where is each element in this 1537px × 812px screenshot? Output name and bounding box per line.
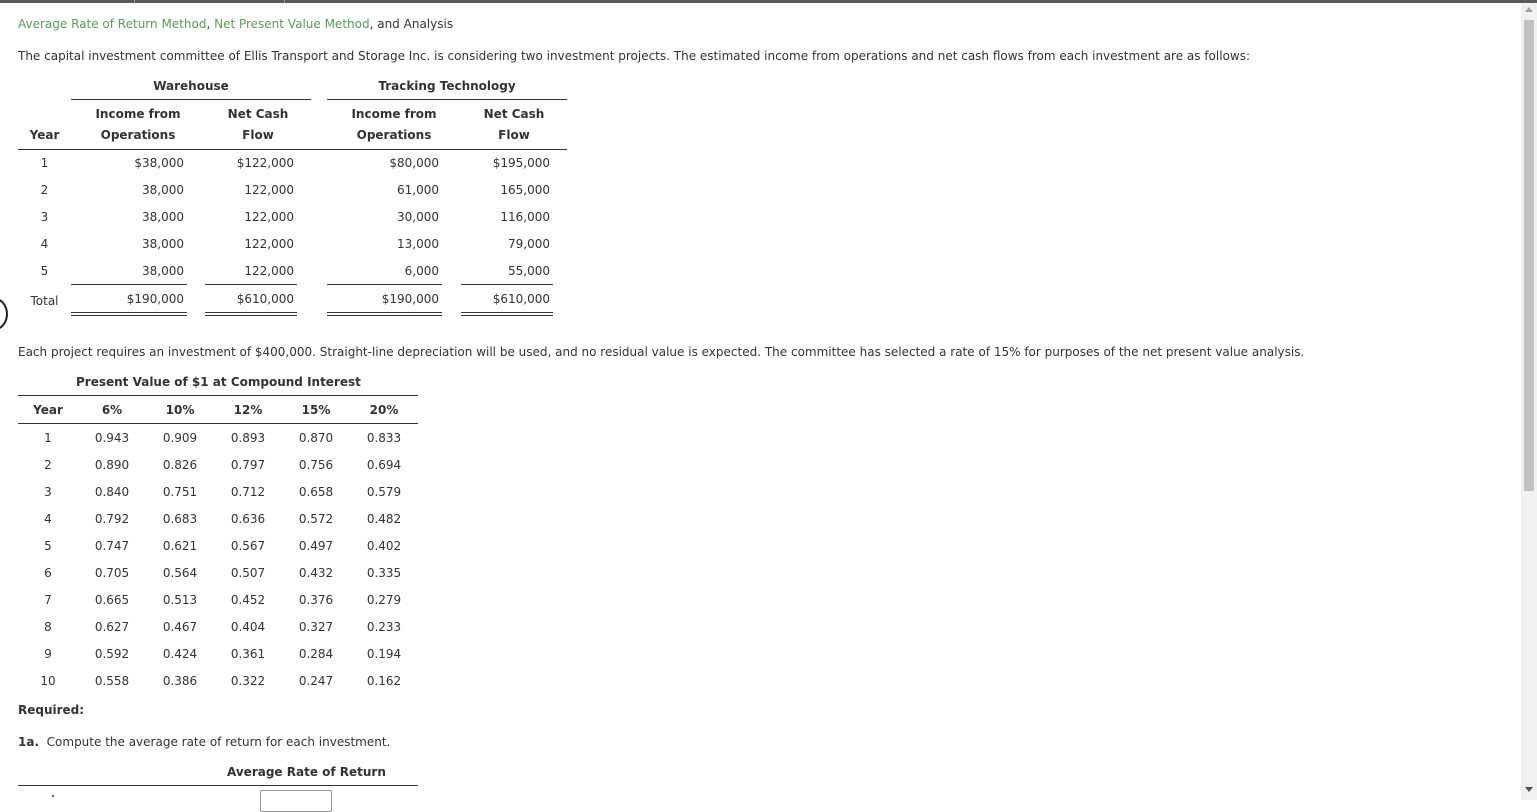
pv-cell-factor: 0.621 xyxy=(162,539,198,553)
investment-requirement-text: Each project requires an investment of $400,000. Straight-line depreciation will be used, and no residual value is expected. The committee has selected a rate of 15% for purposes of the net present value analysis. xyxy=(18,345,1305,359)
answer-table-title: Average Rate of Return xyxy=(227,765,386,779)
required-label: Required: xyxy=(18,703,85,717)
cell-w-income: 38,000 xyxy=(142,264,184,278)
cell-year: 3 xyxy=(40,210,49,224)
pv-cell-factor: 0.751 xyxy=(162,485,198,499)
title-link-average-rate[interactable]: Average Rate of Return Method xyxy=(18,17,207,31)
cell-year: 1 xyxy=(40,156,49,170)
question-1a-text: Compute the average rate of return for each investment. xyxy=(46,735,391,749)
pv-cell-factor: 0.335 xyxy=(366,566,402,580)
cell-total-w-income: $190,000 xyxy=(126,292,184,306)
side-circle-icon xyxy=(0,297,8,331)
pv-cell-factor: 0.402 xyxy=(366,539,402,553)
cell-t-income: 30,000 xyxy=(397,210,439,224)
pv-cell-factor: 0.194 xyxy=(366,647,402,661)
pv-col-header: 20% xyxy=(369,403,399,417)
cell-w-cash: 122,000 xyxy=(244,264,294,278)
pv-cell-factor: 0.909 xyxy=(162,431,198,445)
scroll-down-arrow-icon[interactable] xyxy=(1525,787,1533,792)
pv-cell-year: 9 xyxy=(44,647,52,661)
pv-cell-factor: 0.376 xyxy=(298,593,334,607)
page-title xyxy=(18,17,453,31)
total-double-line xyxy=(327,312,442,316)
cell-total-t-income: $190,000 xyxy=(381,292,439,306)
pv-col-header: 15% xyxy=(301,403,331,417)
pv-cell-factor: 0.747 xyxy=(94,539,130,553)
subtotal-line xyxy=(205,284,297,285)
pv-cell-factor: 0.567 xyxy=(230,539,266,553)
pv-cell-factor: 0.840 xyxy=(94,485,130,499)
pv-cell-factor: 0.247 xyxy=(298,674,334,688)
question-1a-number: 1a. xyxy=(18,735,40,749)
pv-cell-factor: 0.482 xyxy=(366,512,402,526)
pv-cell-year: 5 xyxy=(44,539,52,553)
col-header-w-income-l2: Operations xyxy=(100,128,176,142)
col-header-year: Year xyxy=(29,128,60,142)
subtotal-line xyxy=(461,284,553,285)
pv-cell-year: 4 xyxy=(44,512,52,526)
cell-w-cash: 122,000 xyxy=(244,237,294,251)
pv-cell-factor: 0.658 xyxy=(298,485,334,499)
pv-col-header: Year xyxy=(33,403,63,417)
cell-t-cash: 116,000 xyxy=(500,210,550,224)
question-1a xyxy=(18,735,390,749)
pv-cell-year: 1 xyxy=(44,431,52,445)
cell-t-income: $80,000 xyxy=(389,156,439,170)
pv-cell-factor: 0.870 xyxy=(298,431,334,445)
title-analysis: Analysis xyxy=(403,17,454,31)
pv-cell-year: 8 xyxy=(44,620,52,634)
pv-cell-factor: 0.826 xyxy=(162,458,198,472)
cell-year: 5 xyxy=(40,264,49,278)
average-rate-input[interactable] xyxy=(260,790,332,812)
pv-header-underline xyxy=(18,423,418,424)
pv-cell-factor: 0.564 xyxy=(162,566,198,580)
pv-cell-factor: 0.943 xyxy=(94,431,130,445)
pv-cell-factor: 0.592 xyxy=(94,647,130,661)
top-border-tick xyxy=(134,0,135,3)
pv-cell-factor: 0.404 xyxy=(230,620,266,634)
pv-cell-factor: 0.627 xyxy=(94,620,130,634)
cell-year: 4 xyxy=(40,237,49,251)
cell-w-cash: 122,000 xyxy=(244,210,294,224)
pv-cell-year: 7 xyxy=(44,593,52,607)
top-border-tick xyxy=(284,0,285,3)
pv-cell-factor: 0.322 xyxy=(230,674,266,688)
pv-cell-year: 3 xyxy=(44,485,52,499)
pv-cell-factor: 0.756 xyxy=(298,458,334,472)
intro-paragraph: The capital investment committee of Ellis Transport and Storage Inc. is considering two investment projects. The estimated income from operations and net cash flows from each investment are as follows: xyxy=(18,49,1251,63)
subtotal-line xyxy=(327,284,442,285)
pv-cell-factor: 0.233 xyxy=(366,620,402,634)
pv-cell-factor: 0.572 xyxy=(298,512,334,526)
title-link-npv[interactable]: Net Present Value Method xyxy=(214,17,370,31)
cell-w-cash: $122,000 xyxy=(236,156,294,170)
col-header-w-cash-l1: Net Cash xyxy=(227,107,289,121)
pv-cell-factor: 0.386 xyxy=(162,674,198,688)
pv-cell-year: 6 xyxy=(44,566,52,580)
cell-w-income: $38,000 xyxy=(134,156,184,170)
pv-cell-factor: 0.890 xyxy=(94,458,130,472)
pv-cell-factor: 0.424 xyxy=(162,647,198,661)
answer-row-marker xyxy=(52,795,54,797)
cell-t-income: 61,000 xyxy=(397,183,439,197)
cell-total-label: Total xyxy=(30,294,59,308)
pv-col-header: 6% xyxy=(101,403,123,417)
scroll-thumb[interactable] xyxy=(1524,20,1534,491)
cell-t-cash: 55,000 xyxy=(508,264,550,278)
pv-cell-factor: 0.279 xyxy=(366,593,402,607)
vertical-scrollbar[interactable] xyxy=(1521,3,1537,800)
cell-w-income: 38,000 xyxy=(142,210,184,224)
pv-col-header: 10% xyxy=(165,403,195,417)
pv-cell-factor: 0.507 xyxy=(230,566,266,580)
col-header-w-cash-l2: Flow xyxy=(242,128,274,142)
pv-cell-factor: 0.665 xyxy=(94,593,130,607)
group-underline-warehouse xyxy=(71,99,311,100)
pv-cell-factor: 0.162 xyxy=(366,674,402,688)
top-border xyxy=(0,0,1537,3)
group-header-tracking: Tracking Technology xyxy=(378,79,516,93)
pv-cell-factor: 0.513 xyxy=(162,593,198,607)
pv-cell-factor: 0.432 xyxy=(298,566,334,580)
cell-w-cash: 122,000 xyxy=(244,183,294,197)
col-header-t-cash-l1: Net Cash xyxy=(483,107,545,121)
group-underline-tracking xyxy=(327,99,567,100)
cell-w-income: 38,000 xyxy=(142,183,184,197)
cell-year: 2 xyxy=(40,183,49,197)
col-header-t-cash-l2: Flow xyxy=(498,128,530,142)
cell-t-cash: 79,000 xyxy=(508,237,550,251)
pv-cell-factor: 0.893 xyxy=(230,431,266,445)
pv-cell-factor: 0.327 xyxy=(298,620,334,634)
pv-cell-factor: 0.792 xyxy=(94,512,130,526)
total-double-line xyxy=(461,312,553,316)
pv-cell-factor: 0.705 xyxy=(94,566,130,580)
pv-cell-factor: 0.579 xyxy=(366,485,402,499)
pv-cell-factor: 0.833 xyxy=(366,431,402,445)
pv-cell-factor: 0.558 xyxy=(94,674,130,688)
cell-t-income: 6,000 xyxy=(404,264,439,278)
pv-col-header: 12% xyxy=(233,403,263,417)
pv-cell-factor: 0.712 xyxy=(230,485,266,499)
col-header-w-income-l1: Income from xyxy=(95,107,181,121)
cell-t-cash: 165,000 xyxy=(500,183,550,197)
pv-cell-factor: 0.694 xyxy=(366,458,402,472)
cell-t-cash: $195,000 xyxy=(492,156,550,170)
investment-table xyxy=(18,76,578,336)
col-header-t-income-l2: Operations xyxy=(356,128,432,142)
answer-table-underline xyxy=(18,785,418,786)
pv-cell-factor: 0.452 xyxy=(230,593,266,607)
cell-total-w-cash: $610,000 xyxy=(236,292,294,306)
pv-cell-factor: 0.797 xyxy=(230,458,266,472)
pv-table-title: Present Value of $1 at Compound Interest xyxy=(76,375,361,389)
group-header-warehouse: Warehouse xyxy=(153,79,229,93)
header-underline xyxy=(18,149,567,150)
title-separator: , xyxy=(206,17,215,31)
pv-cell-year: 10 xyxy=(40,674,56,688)
pv-cell-factor: 0.467 xyxy=(162,620,198,634)
cell-total-t-cash: $610,000 xyxy=(492,292,550,306)
pv-cell-factor: 0.284 xyxy=(298,647,334,661)
pv-cell-factor: 0.497 xyxy=(298,539,334,553)
pv-cell-factor: 0.683 xyxy=(162,512,198,526)
pv-cell-factor: 0.361 xyxy=(230,647,266,661)
scroll-up-arrow-icon[interactable] xyxy=(1525,7,1533,12)
cell-w-income: 38,000 xyxy=(142,237,184,251)
pv-cell-factor: 0.636 xyxy=(230,512,266,526)
col-header-t-income-l1: Income from xyxy=(351,107,437,121)
pv-cell-year: 2 xyxy=(44,458,52,472)
pv-title-underline xyxy=(18,395,418,396)
total-double-line xyxy=(71,312,187,316)
subtotal-line xyxy=(71,284,187,285)
cell-t-income: 13,000 xyxy=(397,237,439,251)
title-separator: , and xyxy=(369,17,404,31)
total-double-line xyxy=(205,312,297,316)
present-value-table xyxy=(18,375,418,695)
